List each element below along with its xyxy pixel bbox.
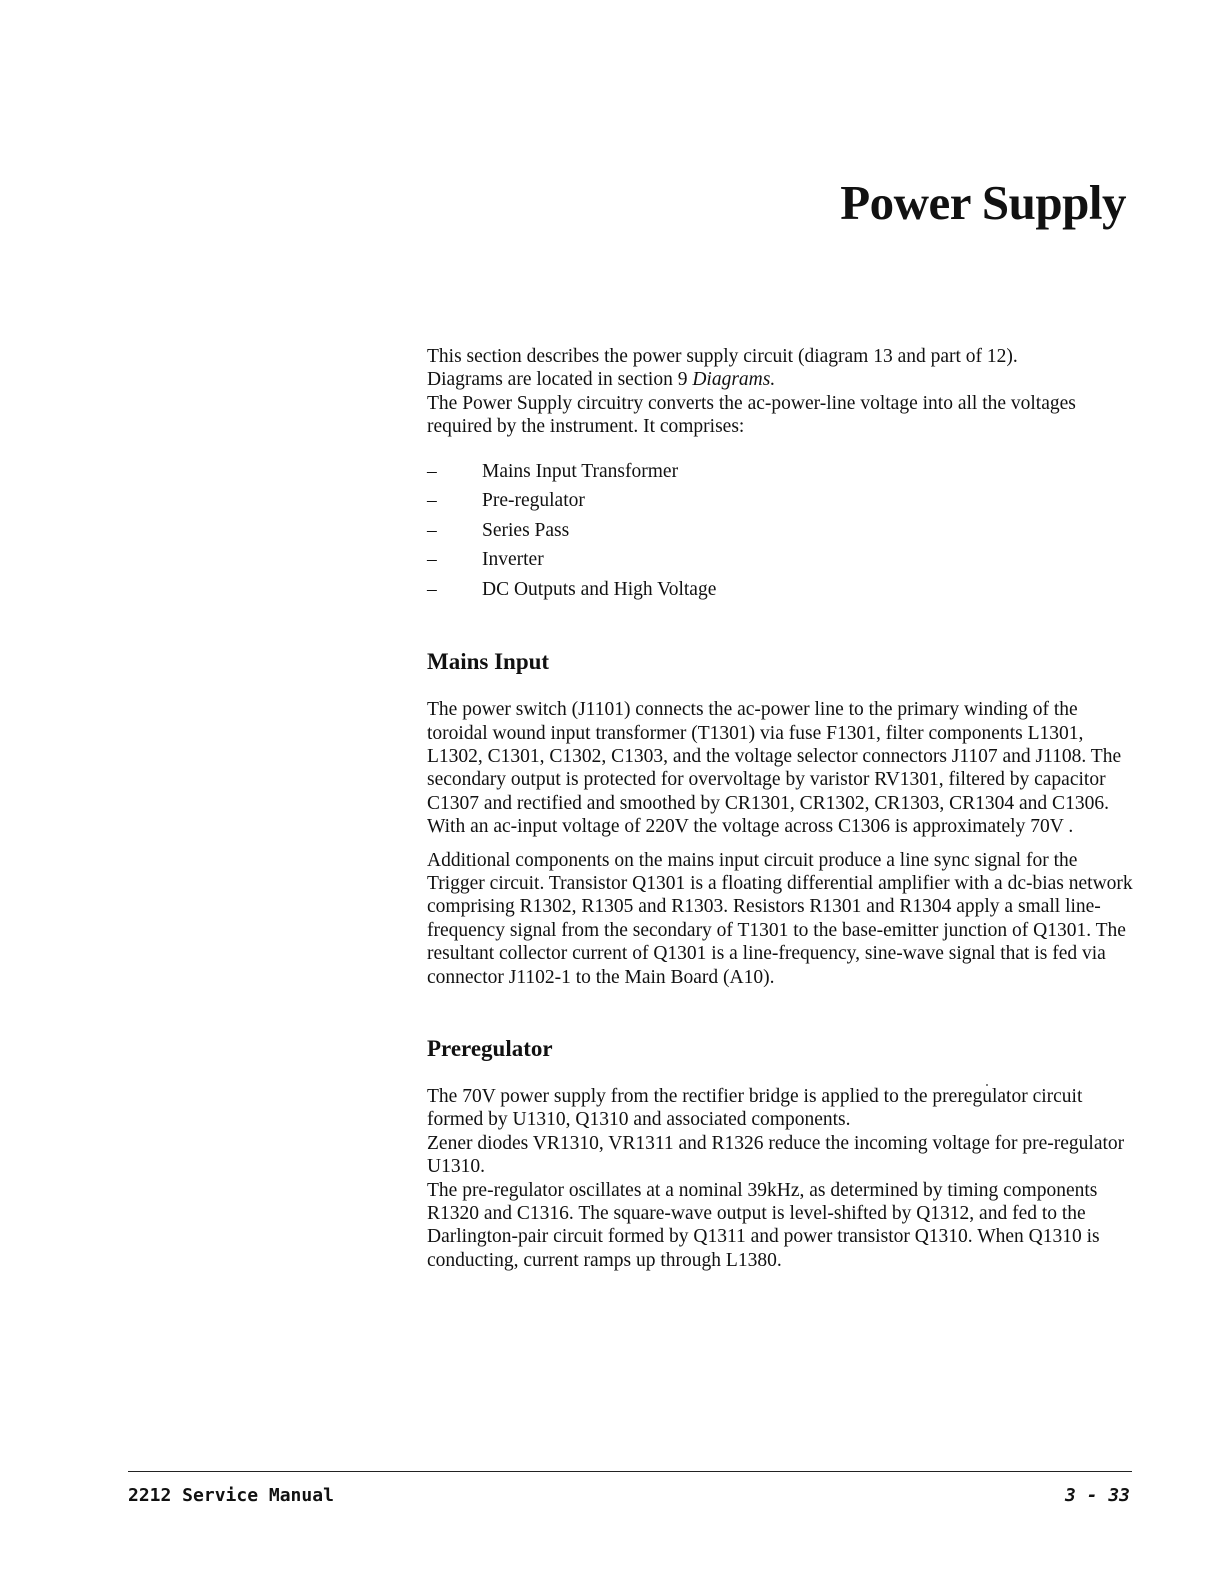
list-item xyxy=(427,457,1139,487)
component-list xyxy=(427,457,1139,605)
intro-line-1: This section describes the power supply circuit (diagram 13 and part of 12). xyxy=(427,346,1018,367)
list-item-label: Pre-regulator xyxy=(482,490,585,512)
footer-manual-title: 2212 Service Manual xyxy=(128,1485,334,1506)
page-title: Power Supply xyxy=(840,175,1126,230)
footer-page-number: 3 - 33 xyxy=(1064,1485,1130,1506)
preregulator-paragraph-2: Zener diodes VR1310, VR1311 and R1326 reduce the incoming voltage for pre-regulator U1310. xyxy=(427,1132,1125,1178)
list-item-label: Series Pass xyxy=(482,519,570,541)
mains-input-paragraph-1: The power switch (J1101) connects the ac-power line to the primary winding of the toroidal wound input transformer (T1301) via fuse F1301, filter components L1301, L1302, C1301, C1302, C1303, and the voltage selector connectors J1107 and J1108. The secondary output is protected for overvoltage by varistor RV1301, filtered by capacitor C1307 and rectified and smoothed by CR1301, CR1302, CR1303, CR1304 and C1306. With an ac-input voltage of 220V the voltage across C1306 is approximately 70V . xyxy=(427,699,1122,838)
list-item xyxy=(427,486,1139,516)
diagrams-reference: Diagrams. xyxy=(692,369,776,391)
preregulator-paragraph-1: The 70V power supply from the rectifier bridge is applied to the preregulator circuit formed by U1310, Q1310 and associated components. xyxy=(427,1086,1083,1131)
scan-speck xyxy=(986,1084,988,1086)
dash-bullet: – xyxy=(427,578,437,600)
intro-line-2 xyxy=(427,368,1139,391)
dash-bullet: – xyxy=(427,549,437,571)
intro-line-2-text: Diagrams are located in section 9 xyxy=(427,369,693,391)
body-content xyxy=(427,345,1139,1272)
section-heading-preregulator: Preregulator xyxy=(427,1036,553,1061)
preregulator-paragraph-3: The pre-regulator oscillates at a nominal 39kHz, as determined by timing components R1320 and C1316. The square-wave output is level-shifted by Q1312, and fed to the Darlington-pair circuit formed by Q1311 and power transistor Q1310. When Q1310 is conducting, current ramps up through L1380. xyxy=(427,1179,1100,1271)
intro-paragraph: The Power Supply circuitry converts the ac-power-line voltage into all the voltages required by the instrument. It comprises: xyxy=(427,392,1076,438)
section-heading-mains-input: Mains Input xyxy=(427,649,550,675)
list-item xyxy=(427,545,1139,575)
mains-input-paragraph-2: Additional components on the mains input circuit produce a line sync signal for the Trigger circuit. Transistor Q1301 is a floating differential amplifier with a dc-bias network comprising R1302, R1305 and R1303. Resistors R1301 and R1304 apply a small line-frequency signal from the secondary of T1301 to the base-emitter junction of Q1301. The resultant collector current of Q1301 is a line-frequency, sine-wave signal that is fed via connector J1102-1 to the Main Board (A10). xyxy=(427,849,1133,988)
dash-bullet: – xyxy=(427,519,437,541)
list-item xyxy=(427,516,1139,546)
list-item-label: Inverter xyxy=(482,549,544,571)
list-item xyxy=(427,575,1139,605)
dash-bullet: – xyxy=(427,460,437,482)
list-item-label: Mains Input Transformer xyxy=(482,460,679,482)
footer-divider xyxy=(128,1471,1132,1472)
dash-bullet: – xyxy=(427,490,437,512)
list-item-label: DC Outputs and High Voltage xyxy=(482,578,717,600)
